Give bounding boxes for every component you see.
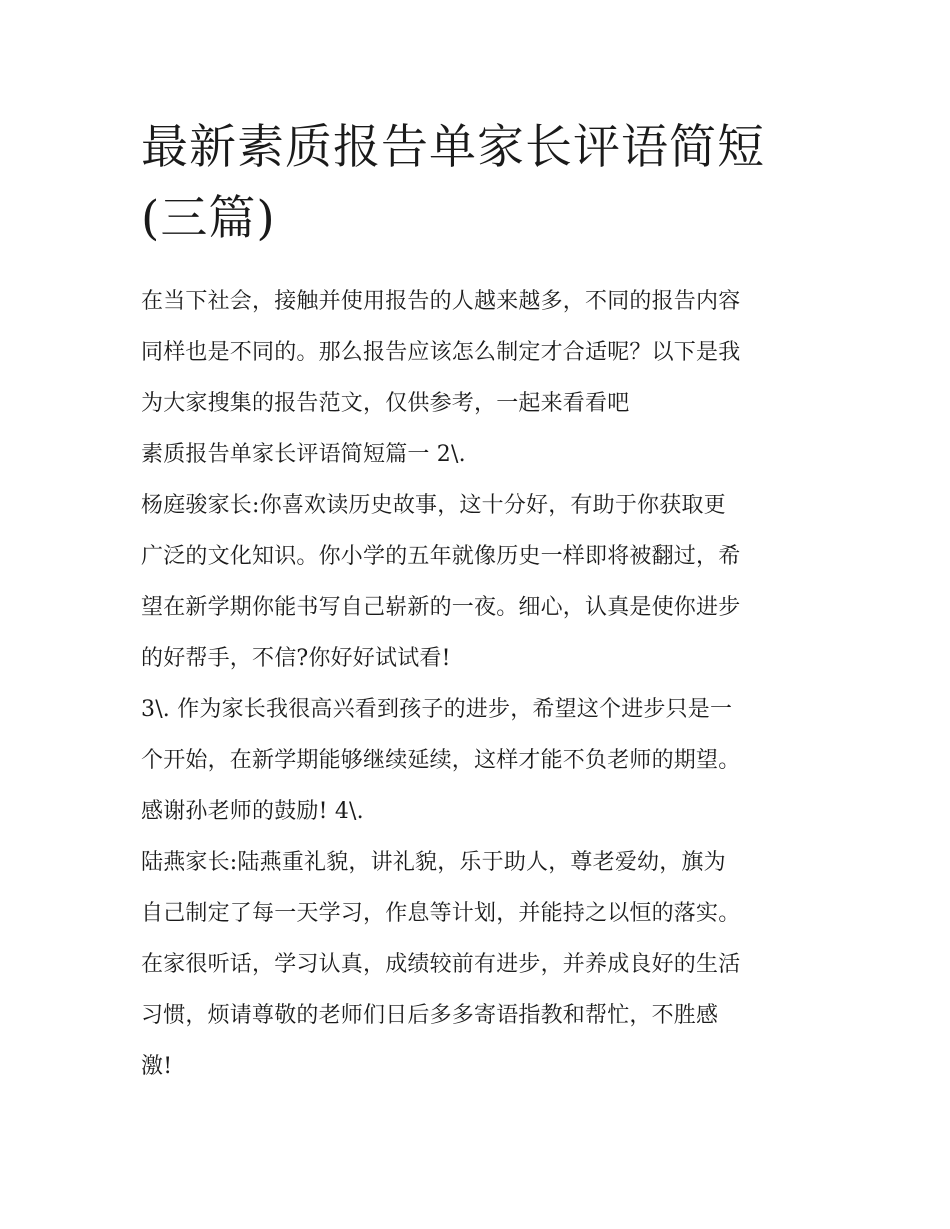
text-line: 在家很听话，学习认真，成绩较前有进步，并养成良好的生活 [141, 952, 741, 977]
intro-paragraph [141, 276, 831, 429]
text-line: 望在新学期你能书写自己崭新的一夜。细心，认真是使你进步 [141, 595, 741, 620]
title-line-2: (三篇) [141, 191, 276, 246]
text-line: 习惯，烦请尊敬的老师们日后多多寄语指教和帮忙，不胜感 [141, 1003, 719, 1028]
text-line: 同样也是不同的。那么报告应该怎么制定才合适呢？以下是我 [141, 340, 741, 365]
text-line: 3\. 作为家长我很高兴看到孩子的进步，希望这个进步只是一 [141, 697, 733, 722]
text-line: 素质报告单家长评语简短篇一 2\. [141, 442, 466, 467]
comment-paragraph-1 [141, 480, 831, 684]
text-line: 陆燕家长:陆燕重礼貌，讲礼貌，乐于助人，尊老爱幼，旗为 [141, 850, 726, 875]
text-line: 自己制定了每一天学习，作息等计划，并能持之以恒的落实。 [141, 901, 741, 926]
title-line-1: 最新素质报告单家长评语简短 [141, 120, 765, 175]
text-line: 广泛的文化知识。你小学的五年就像历史一样即将被翻过，希 [141, 544, 741, 569]
document-body [141, 276, 831, 1092]
text-line: 为大家搜集的报告范文，仅供参考，一起来看看吧 [141, 391, 630, 416]
text-line: 的好帮手，不信?你好好试试看! [141, 646, 451, 671]
comment-paragraph-2 [141, 684, 831, 837]
page-title [141, 112, 841, 254]
text-line: 感谢孙老师的鼓励! 4\. [141, 799, 364, 824]
text-line: 个开始，在新学期能够继续延续，这样才能不负老师的期望。 [141, 748, 741, 773]
text-line: 在当下社会，接触并使用报告的人越来越多，不同的报告内容 [141, 289, 741, 314]
comment-paragraph-3 [141, 837, 831, 1092]
section-heading [141, 429, 831, 480]
text-line: 激! [141, 1054, 173, 1079]
text-line: 杨庭骏家长:你喜欢读历史故事，这十分好，有助于你获取更 [141, 493, 726, 518]
